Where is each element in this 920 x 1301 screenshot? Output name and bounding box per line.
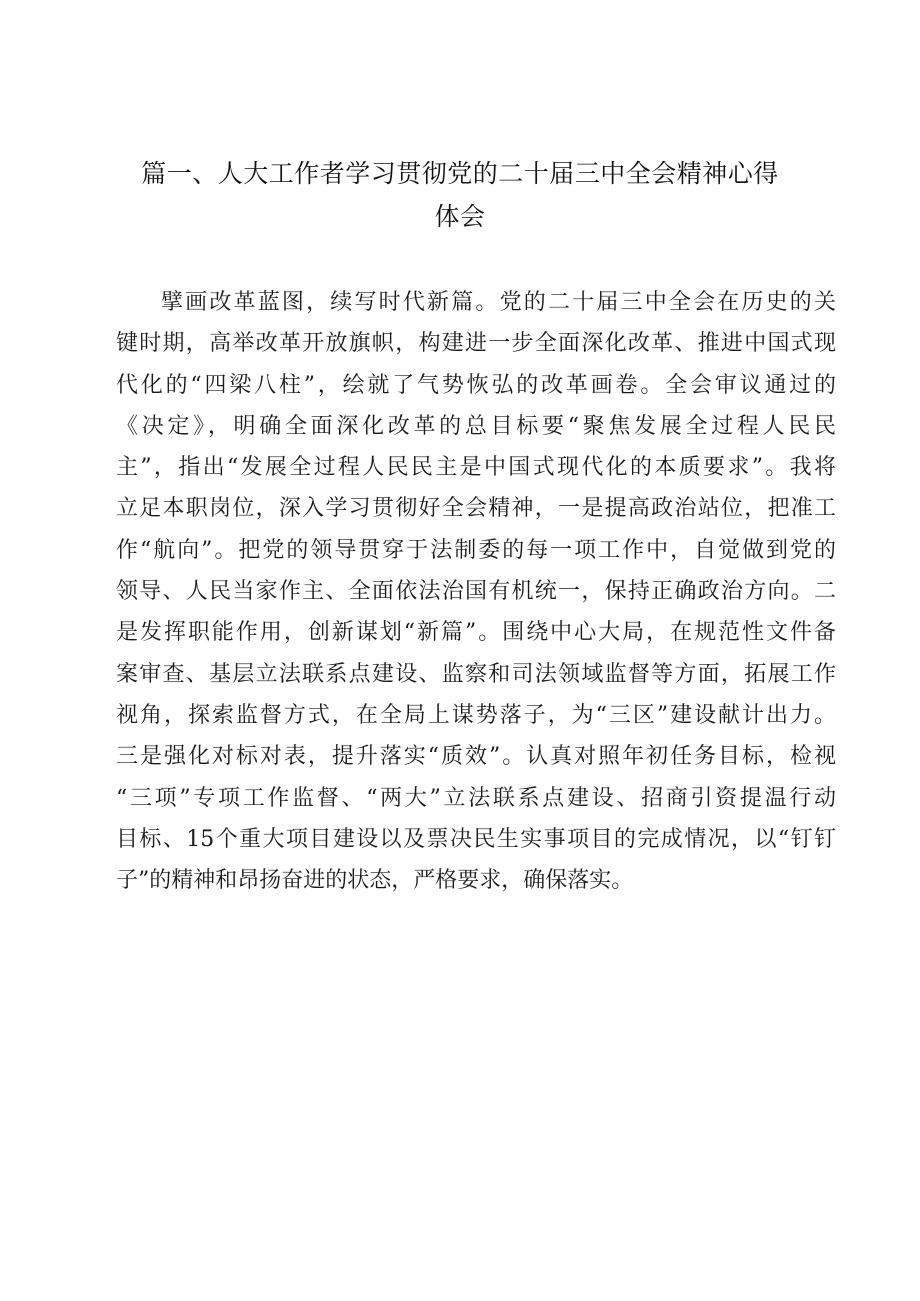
body-line: 代化的“四梁八柱”，绘就了气势恢弘的改革画卷。全会审议通过的 [116,372,836,398]
body-line: 立足本职岗位，深入学习贯彻好全会精神，一是提高政治站位，把准工 [116,496,836,522]
body-line: 是发挥职能作用，创新谋划“新篇”。围绕中心大局，在规范性文件备 [116,620,836,646]
body-line: 三是强化对标对表，提升落实“质效”。认真对照年初任务目标，检视 [116,744,836,770]
title-line-2: 体会 [434,202,486,231]
title-line-1: 篇一、人大工作者学习贯彻党的二十届三中全会精神心得 [141,159,779,188]
body-line: 主”，指出“发展全过程人民民主是中国式现代化的本质要求”。我将 [116,455,836,481]
body-line: 目标、15个重大项目建设以及票决民生实事项目的完成情况，以“钉钉 [116,826,836,852]
document-title [0,152,920,238]
document-body [116,282,836,901]
body-line: 《决定》，明确全面深化改革的总目标要“聚焦发展全过程人民民 [116,413,836,439]
body-line: 键时期，高举改革开放旗帜，构建进一步全面深化改革、推进中国式现 [116,331,836,357]
body-line: 作“航向”。把党的领导贯穿于法制委的每一项工作中，自觉做到党的 [116,537,836,563]
body-line: 领导、人民当家作主、全面依法治国有机统一，保持正确政治方向。二 [116,579,836,605]
body-line: 擘画改革蓝图，续写时代新篇。党的二十届三中全会在历史的关 [161,290,836,315]
body-line: “三项”专项工作监督、“两大”立法联系点建设、招商引资提温行动 [116,785,836,811]
body-line: 案审查、基层立法联系点建设、监察和司法领域监督等方面，拓展工作 [116,661,836,687]
body-line: 视角，探索监督方式，在全局上谋势落子，为“三区”建设献计出力。 [116,702,836,728]
body-line: 子”的精神和昂扬奋进的状态，严格要求，确保落实。 [116,868,634,894]
